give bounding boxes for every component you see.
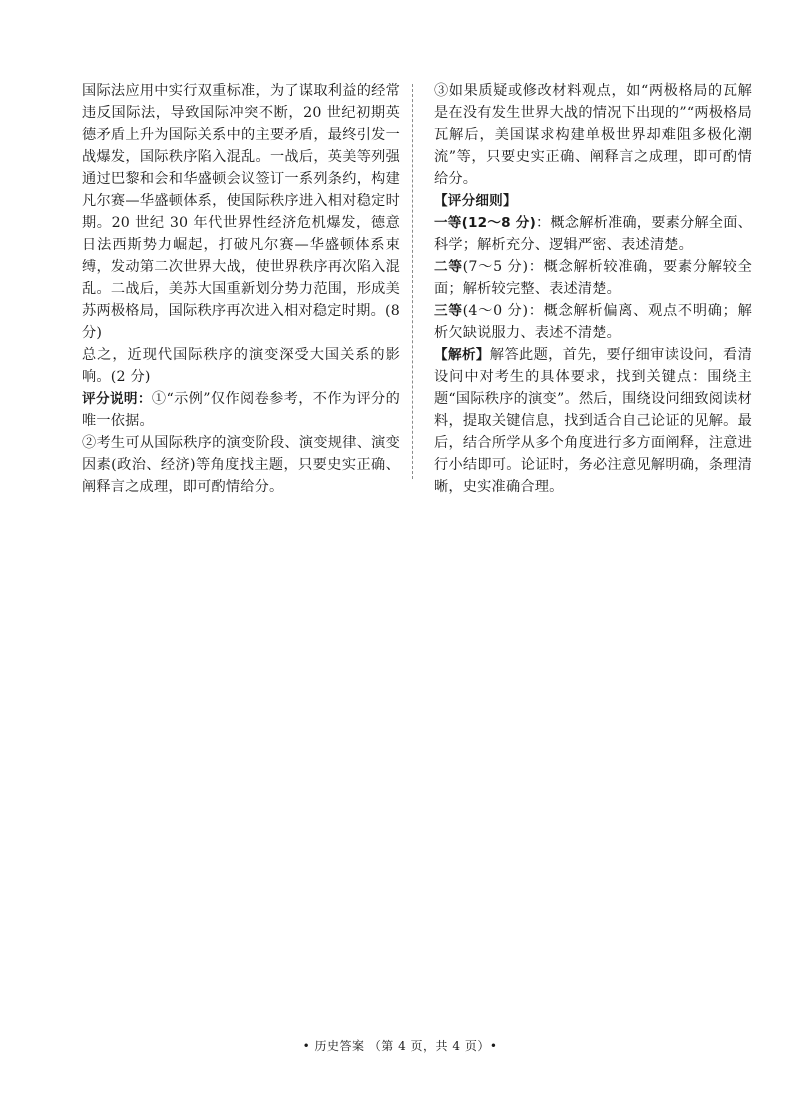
scoring-note-2: ②考生可从国际秩序的演变阶段、演变规律、演变因素(政治、经济)等角度找主题，只要史实正确、阐释言之成理，即可酌情给分。 bbox=[82, 435, 400, 495]
rubric-grade-1 bbox=[434, 212, 752, 256]
analysis-text: 解答此题，首先，要仔细审读设问，看清设问中对考生的具体要求，找到关键点：围绕主题“国际秩序的演变”。然后，围绕设问细致阅读材料，提取关键信息，找到适合自己论证的见解。最后，结合所学从多个角度进行多方面阐释，注意进行小结即可。论证时，务必注意见解明确，条理清晰，史实准确合理。 bbox=[434, 347, 752, 495]
left-column bbox=[82, 80, 400, 498]
grade-1-text: ：概念解析准确，要素分解全面、科学；解析充分、逻辑严密、表述清楚。 bbox=[434, 215, 752, 253]
column-divider bbox=[412, 84, 413, 479]
scoring-note-1 bbox=[82, 388, 400, 432]
grade-3-label: 三等 bbox=[434, 303, 463, 319]
grade-1-label: 一等(12～8 分) bbox=[434, 215, 536, 231]
page-footer: • 历史答案 （第 4 页，共 4 页）• bbox=[302, 1039, 498, 1053]
rubric-grade-2 bbox=[434, 256, 752, 300]
grade-2-text: (7～5 分)：概念解析较准确，要素分解较全面；解析较完整、表述清楚。 bbox=[434, 259, 752, 297]
analysis-label: 【解析】 bbox=[434, 347, 490, 363]
answer-paragraph-summary: 总之，近现代国际秩序的演变深受大国关系的影响。(2 分) bbox=[82, 347, 400, 385]
scoring-note-label: 评分说明： bbox=[82, 391, 152, 407]
rubric-grade-3 bbox=[434, 300, 752, 344]
answer-paragraph-main: 国际法应用中实行双重标准，为了谋取利益的经常违反国际法，导致国际冲突不断，20 世纪初期英德矛盾上升为国际关系中的主要矛盾，最终引发一战爆发，国际秩序陷入混乱。一战后，英美等列强通过巴黎和会和华盛顿会议签订一系列条约，构建凡尔赛—华盛顿体系，使国际秩序进入相对稳定时期。20 世纪 30 年代世界性经济危机爆发，德意日法西斯势力崛起，打破凡尔赛—华盛顿体系束缚，发动第二次世界大战，使世界秩序再次陷入混乱。二战后，美苏大国重新划分势力范围，形成美苏两极格局，国际秩序再次进入相对稳定时期。(8 分) bbox=[82, 83, 400, 341]
scoring-note-3: ③如果质疑或修改材料观点，如“两极格局的瓦解是在没有发生世界大战的情况下出现的”“两极格局瓦解后，美国谋求构建单极世界却难阻多极化潮流”等，只要史实正确、阐释言之成理，即可酌情给分。 bbox=[434, 83, 752, 187]
analysis-paragraph bbox=[434, 344, 752, 498]
scoring-note-1-text: ①“示例”仅作阅卷参考，不作为评分的唯一依据。 bbox=[82, 391, 401, 429]
grade-3-text: (4～0 分)：概念解析偏离、观点不明确；解析欠缺说服力、表述不清楚。 bbox=[434, 303, 752, 341]
rubric-title bbox=[434, 190, 752, 212]
rubric-title-text: 【评分细则】 bbox=[434, 193, 517, 209]
right-column bbox=[434, 80, 752, 498]
grade-2-label: 二等 bbox=[434, 259, 463, 275]
